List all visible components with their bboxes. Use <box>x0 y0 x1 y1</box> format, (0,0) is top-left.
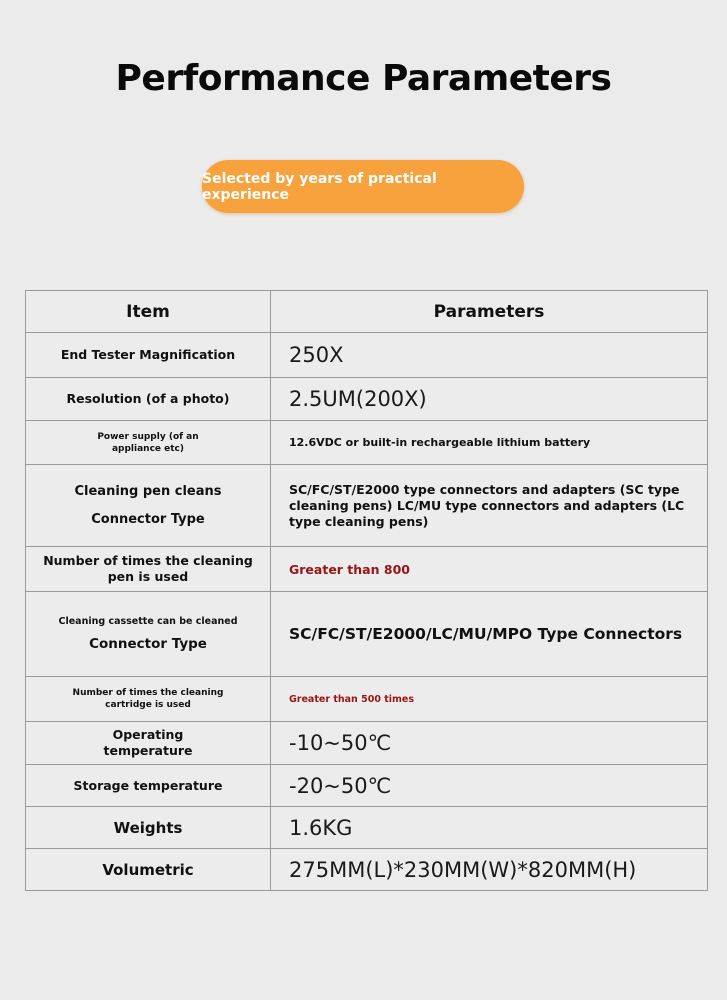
row-value: -10~50℃ <box>271 722 708 765</box>
table-row <box>26 592 708 677</box>
row-item-label-line1: Number of times the cleaning <box>72 688 224 698</box>
row-item-label-line2: Connector Type <box>89 636 207 652</box>
parameters-table <box>25 290 708 891</box>
row-value: 12.6VDC or built-in rechargeable lithium battery <box>271 421 708 465</box>
subtitle-badge <box>202 160 524 213</box>
row-item-label-line1: Cleaning cassette can be cleaned <box>58 616 238 627</box>
row-item-label: Weights <box>26 807 271 849</box>
row-item-label <box>26 421 271 465</box>
row-item-label: Resolution (of a photo) <box>26 378 271 421</box>
row-item-label <box>26 722 271 765</box>
table-row <box>26 378 708 421</box>
table-row <box>26 677 708 722</box>
row-value: 1.6KG <box>271 807 708 849</box>
table-row <box>26 849 708 891</box>
row-value: -20~50℃ <box>271 765 708 807</box>
row-value: Greater than 500 times <box>271 677 708 722</box>
column-header-item: Item <box>26 291 271 333</box>
row-value: 250X <box>271 333 708 378</box>
row-value: SC/FC/ST/E2000/LC/MU/MPO Type Connectors <box>271 592 708 677</box>
page-title: Performance Parameters <box>115 58 612 99</box>
row-item-label <box>26 547 271 592</box>
row-item-label-line1: Number of times the cleaning <box>43 553 253 568</box>
row-value: Greater than 800 <box>271 547 708 592</box>
row-value: 2.5UM(200X) <box>271 378 708 421</box>
table-header-row <box>26 291 708 333</box>
row-item-label <box>26 592 271 677</box>
subtitle-text: Selected by years of practical experience <box>202 170 437 203</box>
column-header-parameters: Parameters <box>271 291 708 333</box>
table-row <box>26 765 708 807</box>
table-row <box>26 465 708 547</box>
row-value: SC/FC/ST/E2000 type connectors and adapters (SC type cleaning pens) LC/MU type connectors and adapters (LC type cleaning pens) <box>271 465 708 547</box>
row-item-label-line1: Operating <box>112 727 184 742</box>
table-row <box>26 421 708 465</box>
row-item-label-line1: Cleaning pen cleans <box>74 483 222 499</box>
table-row <box>26 807 708 849</box>
row-item-label-line2: cartridge is used <box>105 700 191 710</box>
table-row <box>26 333 708 378</box>
row-item-label-line1: Power supply (of an <box>97 431 199 442</box>
row-item-label-line2: Connector Type <box>91 511 205 527</box>
row-item-label-line2: temperature <box>103 743 193 758</box>
row-item-label <box>26 677 271 722</box>
row-item-label: End Tester Magnification <box>26 333 271 378</box>
row-item-label-line2: pen is used <box>107 569 189 584</box>
row-value: 275MM(L)*230MM(W)*820MM(H) <box>271 849 708 891</box>
table-row <box>26 722 708 765</box>
table-row <box>26 547 708 592</box>
row-item-label: Volumetric <box>26 849 271 891</box>
row-item-label <box>26 465 271 547</box>
row-item-label: Storage temperature <box>26 765 271 807</box>
row-item-label-line2: appliance etc) <box>111 443 185 454</box>
